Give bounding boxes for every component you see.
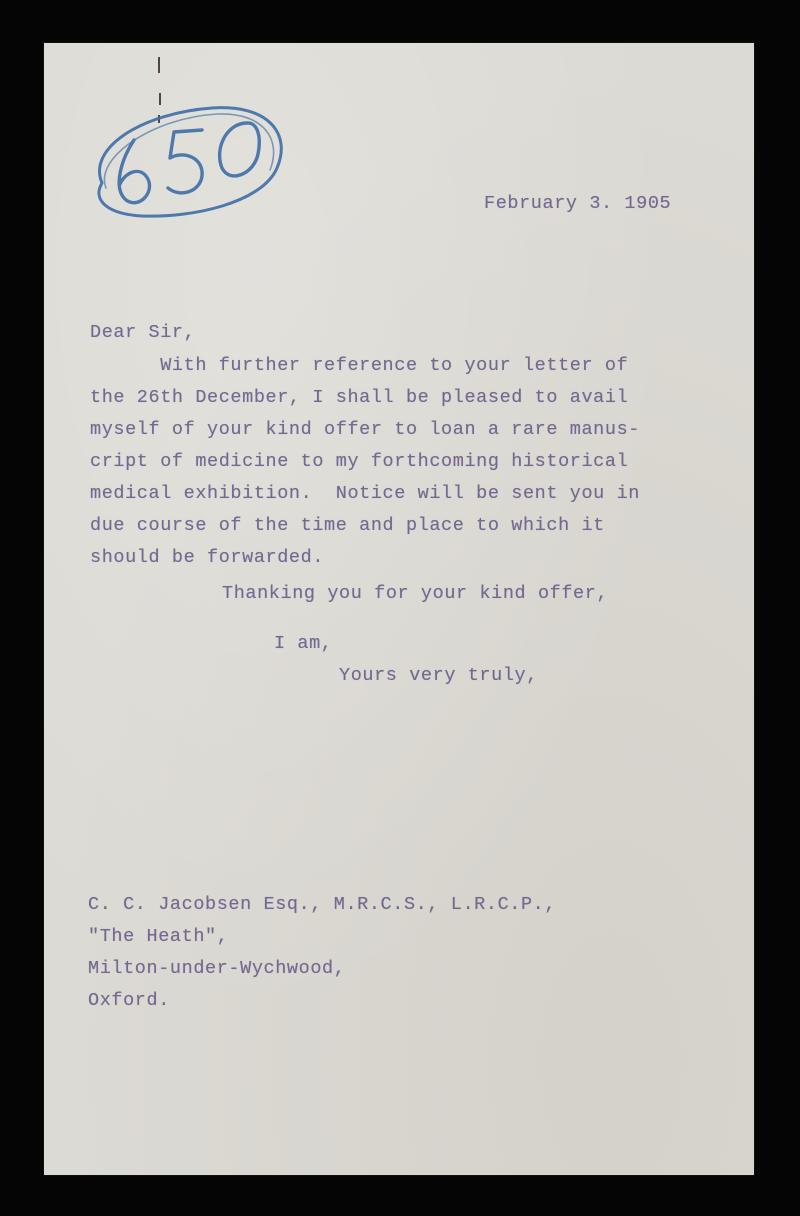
letter-body (90, 355, 640, 568)
body-line: should be forwarded. (90, 547, 325, 568)
digit-zero (220, 123, 260, 176)
address-line: C. C. Jacobsen Esq., M.R.C.S., L.R.C.P., (88, 894, 557, 915)
letter-thanks: Thanking you for your kind offer, (222, 583, 609, 604)
handwritten-number-annotation (82, 88, 292, 228)
letter-closing-yours: Yours very truly, (339, 665, 538, 686)
body-line: With further reference to your letter of (90, 355, 629, 376)
letter-date: February 3. 1905 (484, 193, 672, 214)
digit-five (168, 130, 202, 193)
address-line: Oxford. (88, 990, 170, 1011)
recipient-address (88, 894, 557, 1020)
address-line: Milton-under-Wychwood, (88, 958, 346, 979)
body-line: medical exhibition. Notice will be sent you in (90, 483, 640, 504)
body-line: cript of medicine to my forthcoming historical (90, 451, 629, 472)
body-line: due course of the time and place to which it (90, 515, 605, 536)
letter-salutation: Dear Sir, (90, 322, 196, 343)
body-line: the 26th December, I shall be pleased to avail (90, 387, 629, 408)
letter-sheet (44, 43, 754, 1175)
pencil-mark (158, 57, 160, 73)
address-line: "The Heath", (88, 926, 229, 947)
letter-closing-i-am: I am, (274, 633, 333, 654)
digit-six (119, 140, 149, 203)
body-line: myself of your kind offer to loan a rare manus- (90, 419, 640, 440)
